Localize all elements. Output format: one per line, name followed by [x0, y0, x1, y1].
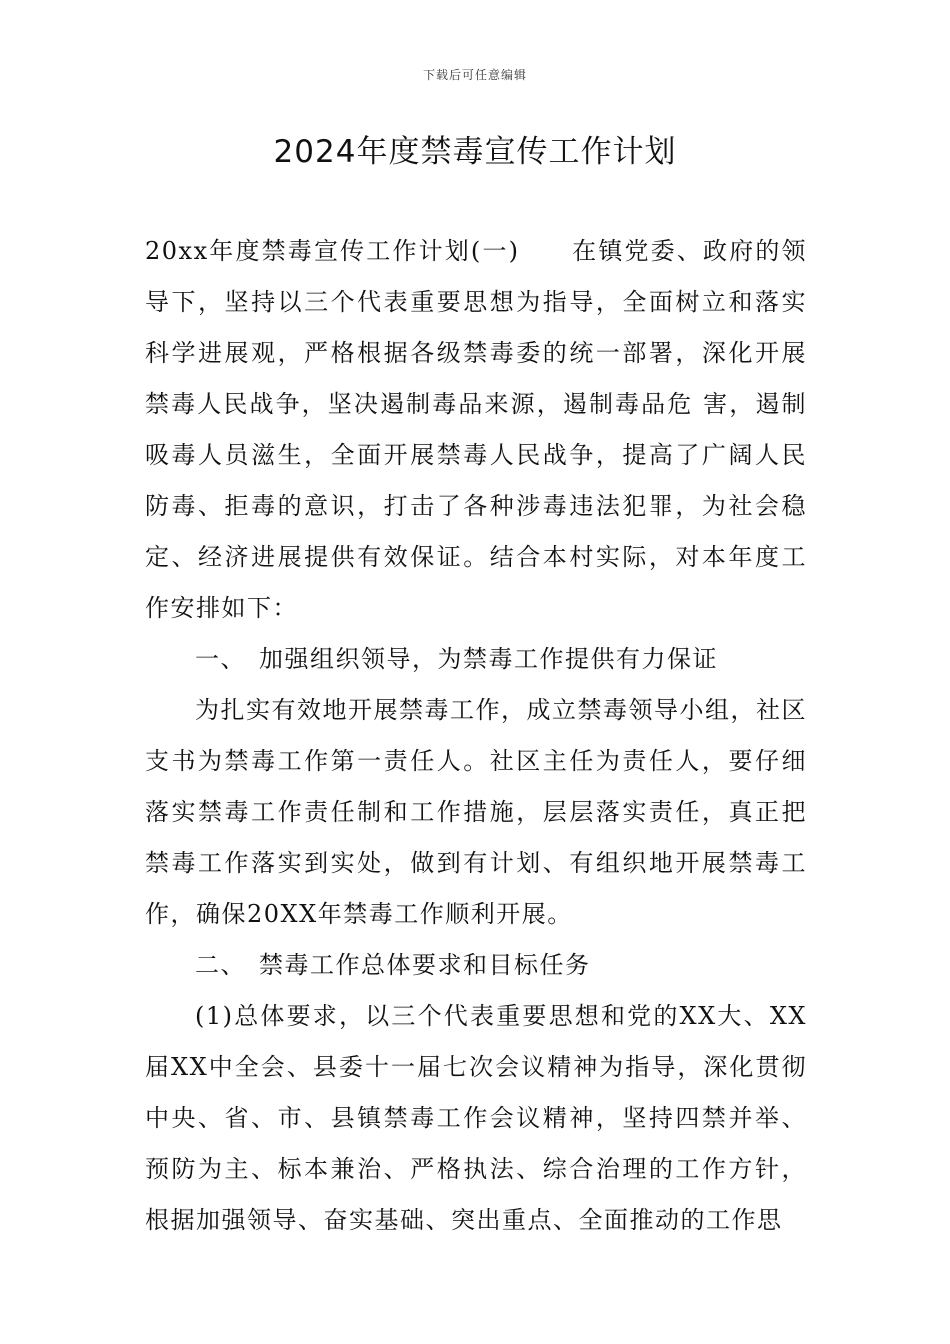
- section-title-2: 禁毒工作总体要求和目标任务: [259, 951, 591, 979]
- section-heading-1: [145, 634, 807, 685]
- section-heading-2: [145, 940, 807, 991]
- paragraph-requirements: (1)总体要求，以三个代表重要思想和党的XX大、XX届XX中全会、县委十一届七次会议精神为指导，深化贯彻中央、省、市、县镇禁毒工作会议精神，坚持四禁并举、预防为主、标本兼治、严格执法、综合治理的工作方针，根据加强领导、奋实基础、突出重点、全面推动的工作思: [145, 1002, 807, 1234]
- intro-lead: 20xx年度禁毒宣传工作计划(一): [145, 237, 520, 265]
- intro-body: 在镇党委、政府的领导下，坚持以三个代表重要思想为指导，全面树立和落实科学进展观，严格根据各级禁毒委的统一部署，深化开展禁毒人民战争，坚决遏制毒品来源，遏制毒品危 害，遏制吸毒人员滋生，全面开展禁毒人民战争，提高了广阔人民防毒、拒毒的意识，打击了各种涉毒违法犯罪，为社会稳定、经济进展提供有效保证。结合本村实际，对本年度工作安排如下：: [145, 237, 807, 622]
- paragraph-intro: [145, 226, 807, 634]
- document-title: 2024年度禁毒宣传工作计划: [273, 134, 677, 170]
- section-number-2: 二、: [195, 951, 246, 979]
- section-number-1: 一、: [195, 645, 246, 673]
- paragraph-organization: 为扎实有效地开展禁毒工作，成立禁毒领导小组，社区支书为禁毒工作第一责任人。社区主任为责任人，要仔细落实禁毒工作责任制和工作措施，层层落实责任，真正把禁毒工作落实到实处，做到有计划、有组织地开展禁毒工作，确保20XX年禁毒工作顺利开展。: [145, 696, 807, 928]
- header-note: 下载后可任意编辑: [422, 68, 527, 82]
- section-title-1: 加强组织领导，为禁毒工作提供有力保证: [259, 645, 718, 673]
- document-body: [145, 226, 807, 1246]
